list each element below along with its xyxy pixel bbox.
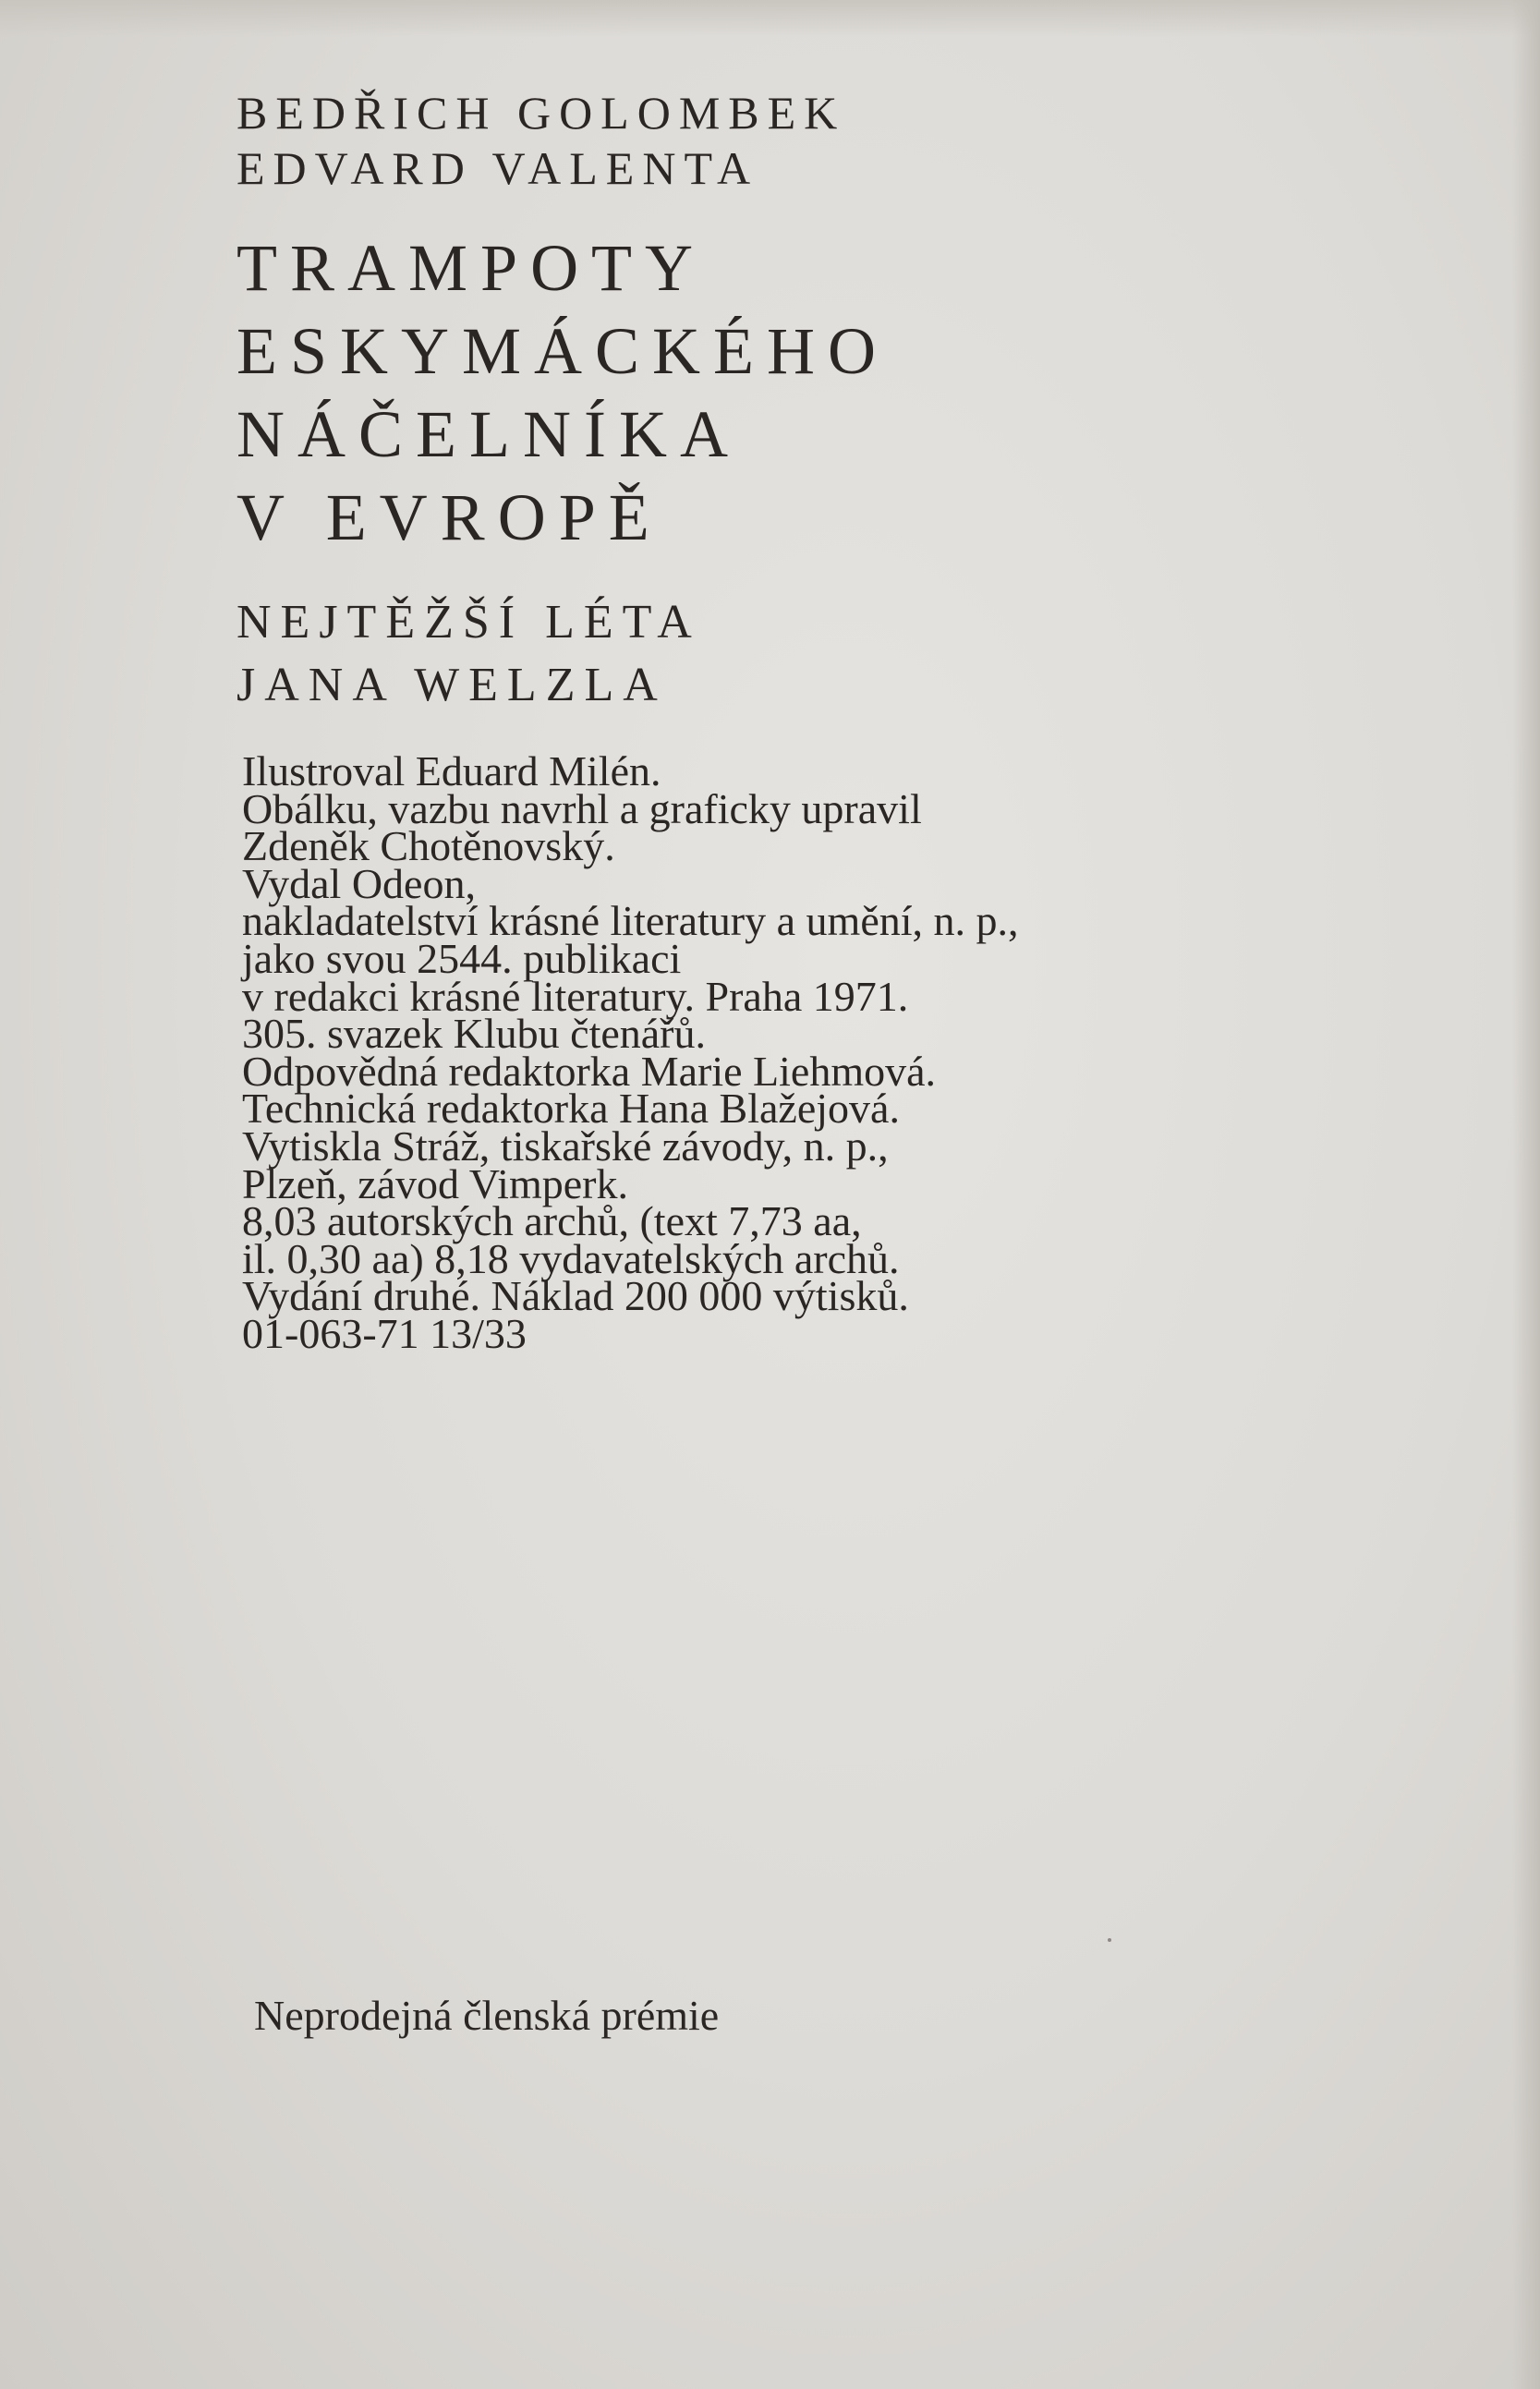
subtitle-line: JANA WELZLA [236,659,667,711]
colophon-line: Ilustroval Eduard Milén. [242,747,661,794]
colophon [242,747,1019,1357]
colophon-line: 305. svazek Klubu čtenářů. [242,1010,707,1058]
colophon-line: Odpovědná redaktorka Marie Liehmová. [242,1047,937,1095]
footer-note: Neprodejná členská prémie [254,1992,720,2039]
colophon-line: il. 0,30 aa) 8,18 vydavatelských archů. [242,1234,900,1282]
colophon-line: Technická redaktorka Hana Blažejová. [242,1085,900,1133]
author-name: EDVARD VALENTA [236,142,759,194]
colophon-line: nakladatelství krásné literatury a umění, n. p., [242,897,1019,945]
colophon-line: jako svou 2544. publikaci [242,934,682,982]
colophon-line: Vydal Odeon, [242,859,476,907]
subtitle-line: NEJTĚŽŠÍ LÉTA [236,596,701,649]
colophon-line: Vytiskla Stráž, tiskařské závody, n. p., [242,1122,889,1170]
book-title [236,226,889,559]
paper-speck [1108,1938,1111,1942]
title-line: V EVROPĚ [236,480,662,554]
colophon-line: v redakci krásné literatury. Praha 1971. [242,972,909,1020]
author-name: BEDŘICH GOLOMBEK [236,87,846,139]
colophon-line: 01-063-71 13/33 [242,1309,527,1357]
colophon-line: Obálku, vazbu navrhl a graficky upravil [242,784,922,832]
book-subtitle [236,591,701,717]
title-line: ESKYMÁCKÉHO [236,314,890,388]
colophon-line: 8,03 autorských archů, (text 7,73 aa, [242,1197,862,1245]
page-top-shadow [0,0,1540,37]
colophon-line: Plzeň, závod Vimperk. [242,1159,628,1207]
authors-block [236,85,845,196]
title-line: TRAMPOTY [236,231,707,305]
page-right-shadow [1512,0,1540,2389]
colophon-line: Zdeněk Chotěnovský. [242,822,615,870]
title-line: NÁČELNÍKA [236,397,741,471]
colophon-line: Vydání druhé. Náklad 200 000 výtisků. [242,1272,909,1320]
